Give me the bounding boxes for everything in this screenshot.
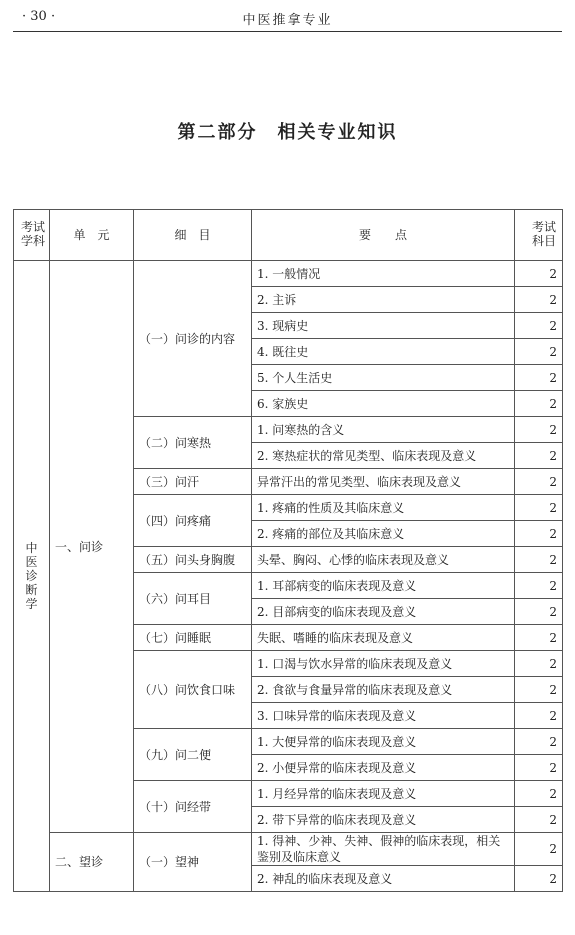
page-number: · 30 · bbox=[22, 9, 56, 24]
level-cell: 2 bbox=[515, 547, 563, 573]
point-cell: 1. 问寒热的含义 bbox=[252, 417, 515, 443]
point-cell: 1. 大便异常的临床表现及意义 bbox=[252, 729, 515, 755]
point-cell: 5. 个人生活史 bbox=[252, 365, 515, 391]
subject-cell: 中医诊断学 bbox=[14, 261, 50, 892]
item-cell: （二）问寒热 bbox=[134, 417, 252, 469]
table-row bbox=[14, 261, 563, 287]
item-cell: （一）望神 bbox=[134, 833, 252, 892]
level-cell: 2 bbox=[515, 391, 563, 417]
point-cell: 2. 小便异常的临床表现及意义 bbox=[252, 755, 515, 781]
item-cell: （四）问疼痛 bbox=[134, 495, 252, 547]
point-cell: 3. 现病史 bbox=[252, 313, 515, 339]
table-body bbox=[14, 261, 563, 892]
point-cell: 1. 疼痛的性质及其临床意义 bbox=[252, 495, 515, 521]
header-unit: 单 元 bbox=[50, 210, 134, 261]
table-row bbox=[14, 833, 563, 866]
level-cell: 2 bbox=[515, 866, 563, 892]
point-cell: 失眠、嗜睡的临床表现及意义 bbox=[252, 625, 515, 651]
level-cell: 2 bbox=[515, 521, 563, 547]
level-cell: 2 bbox=[515, 313, 563, 339]
point-cell: 1. 耳部病变的临床表现及意义 bbox=[252, 573, 515, 599]
level-cell: 2 bbox=[515, 287, 563, 313]
level-cell: 2 bbox=[515, 781, 563, 807]
point-cell: 头晕、胸闷、心悸的临床表现及意义 bbox=[252, 547, 515, 573]
item-cell: （五）问头身胸腹 bbox=[134, 547, 252, 573]
level-cell: 2 bbox=[515, 807, 563, 833]
point-cell: 6. 家族史 bbox=[252, 391, 515, 417]
level-cell: 2 bbox=[515, 365, 563, 391]
point-cell: 2. 寒热症状的常见类型、临床表现及意义 bbox=[252, 443, 515, 469]
level-cell: 2 bbox=[515, 833, 563, 866]
item-cell: （六）问耳目 bbox=[134, 573, 252, 625]
point-cell: 2. 神乱的临床表现及意义 bbox=[252, 866, 515, 892]
point-cell: 1. 得神、少神、失神、假神的临床表现，相关鉴别及临床意义 bbox=[252, 833, 515, 866]
level-cell: 2 bbox=[515, 469, 563, 495]
point-cell: 2. 食欲与食量异常的临床表现及意义 bbox=[252, 677, 515, 703]
level-cell: 2 bbox=[515, 677, 563, 703]
level-cell: 2 bbox=[515, 573, 563, 599]
item-cell: （一）问诊的内容 bbox=[134, 261, 252, 417]
level-cell: 2 bbox=[515, 651, 563, 677]
level-cell: 2 bbox=[515, 443, 563, 469]
point-cell: 异常汗出的常见类型、临床表现及意义 bbox=[252, 469, 515, 495]
header-level: 考试科目 bbox=[515, 210, 563, 261]
item-cell: （九）问二便 bbox=[134, 729, 252, 781]
item-cell: （七）问睡眠 bbox=[134, 625, 252, 651]
part-title: 第二部分 相关专业知识 bbox=[177, 122, 398, 143]
point-cell: 3. 口味异常的临床表现及意义 bbox=[252, 703, 515, 729]
point-cell: 1. 口渴与饮水异常的临床表现及意义 bbox=[252, 651, 515, 677]
level-cell: 2 bbox=[515, 755, 563, 781]
point-cell: 2. 疼痛的部位及其临床意义 bbox=[252, 521, 515, 547]
point-cell: 4. 既往史 bbox=[252, 339, 515, 365]
level-cell: 2 bbox=[515, 625, 563, 651]
level-cell: 2 bbox=[515, 599, 563, 625]
header-item: 细 目 bbox=[134, 210, 252, 261]
level-cell: 2 bbox=[515, 495, 563, 521]
point-cell: 2. 目部病变的临床表现及意义 bbox=[252, 599, 515, 625]
header-points: 要 点 bbox=[252, 210, 515, 261]
level-cell: 2 bbox=[515, 339, 563, 365]
level-cell: 2 bbox=[515, 703, 563, 729]
header-rule bbox=[13, 31, 562, 32]
level-cell: 2 bbox=[515, 729, 563, 755]
item-cell: （八）问饮食口味 bbox=[134, 651, 252, 729]
point-cell: 1. 一般情况 bbox=[252, 261, 515, 287]
header-subject: 考试学科 bbox=[14, 210, 50, 261]
unit-cell: 一、问诊 bbox=[50, 261, 134, 833]
syllabus-table bbox=[13, 209, 563, 892]
point-cell: 1. 月经异常的临床表现及意义 bbox=[252, 781, 515, 807]
point-cell: 2. 带下异常的临床表现及意义 bbox=[252, 807, 515, 833]
point-cell: 2. 主诉 bbox=[252, 287, 515, 313]
item-cell: （十）问经带 bbox=[134, 781, 252, 833]
table-header-row bbox=[14, 210, 563, 261]
unit-cell: 二、望诊 bbox=[50, 833, 134, 892]
level-cell: 2 bbox=[515, 417, 563, 443]
running-title: 中医推拿专业 bbox=[242, 13, 333, 28]
level-cell: 2 bbox=[515, 261, 563, 287]
item-cell: （三）问汗 bbox=[134, 469, 252, 495]
